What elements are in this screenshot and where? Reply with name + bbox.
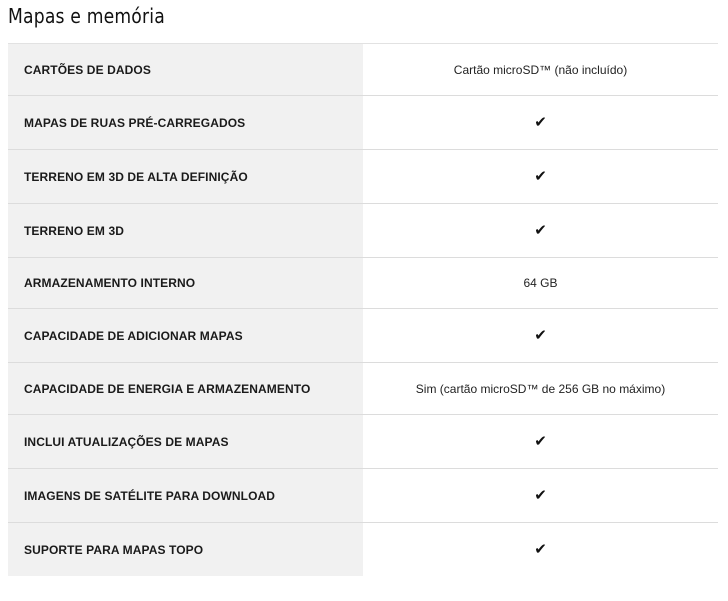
spec-label: TERRENO EM 3D <box>8 204 363 257</box>
check-icon: ✔ <box>534 540 547 558</box>
spec-row <box>8 96 718 150</box>
check-icon: ✔ <box>534 326 547 344</box>
spec-label: SUPORTE PARA MAPAS TOPO <box>8 523 363 576</box>
spec-label: INCLUI ATUALIZAÇÕES DE MAPAS <box>8 415 363 468</box>
spec-value <box>363 204 718 257</box>
spec-value <box>363 469 718 522</box>
spec-label: CARTÕES DE DADOS <box>8 44 363 95</box>
spec-value <box>363 363 718 414</box>
spec-row <box>8 204 718 258</box>
check-icon: ✔ <box>534 221 547 239</box>
check-icon: ✔ <box>534 167 547 185</box>
spec-value <box>363 44 718 95</box>
spec-label: ARMAZENAMENTO INTERNO <box>8 258 363 308</box>
spec-row <box>8 309 718 363</box>
spec-value <box>363 309 718 362</box>
spec-row <box>8 44 718 96</box>
spec-value <box>363 415 718 468</box>
spec-label: MAPAS DE RUAS PRÉ-CARREGADOS <box>8 96 363 149</box>
section-title: Mapas e memória <box>8 4 165 28</box>
check-icon: ✔ <box>534 486 547 504</box>
spec-value <box>363 523 718 576</box>
spec-label: CAPACIDADE DE ADICIONAR MAPAS <box>8 309 363 362</box>
spec-label: IMAGENS DE SATÉLITE PARA DOWNLOAD <box>8 469 363 522</box>
spec-label: CAPACIDADE DE ENERGIA E ARMAZENAMENTO <box>8 363 363 414</box>
spec-value <box>363 96 718 149</box>
spec-row <box>8 523 718 576</box>
spec-value <box>363 258 718 308</box>
spec-row <box>8 415 718 469</box>
spec-value-text: 64 GB <box>523 276 558 290</box>
spec-value-text: Cartão microSD™ (não incluído) <box>453 62 628 77</box>
spec-label: TERRENO EM 3D DE ALTA DEFINIÇÃO <box>8 150 363 203</box>
check-icon: ✔ <box>534 113 547 131</box>
spec-table <box>8 43 718 576</box>
spec-value <box>363 150 718 203</box>
spec-row <box>8 258 718 309</box>
check-icon: ✔ <box>534 432 547 450</box>
spec-row <box>8 469 718 523</box>
spec-value-text: Sim (cartão microSD™ de 256 GB no máximo) <box>415 381 666 396</box>
spec-row <box>8 150 718 204</box>
spec-row <box>8 363 718 415</box>
